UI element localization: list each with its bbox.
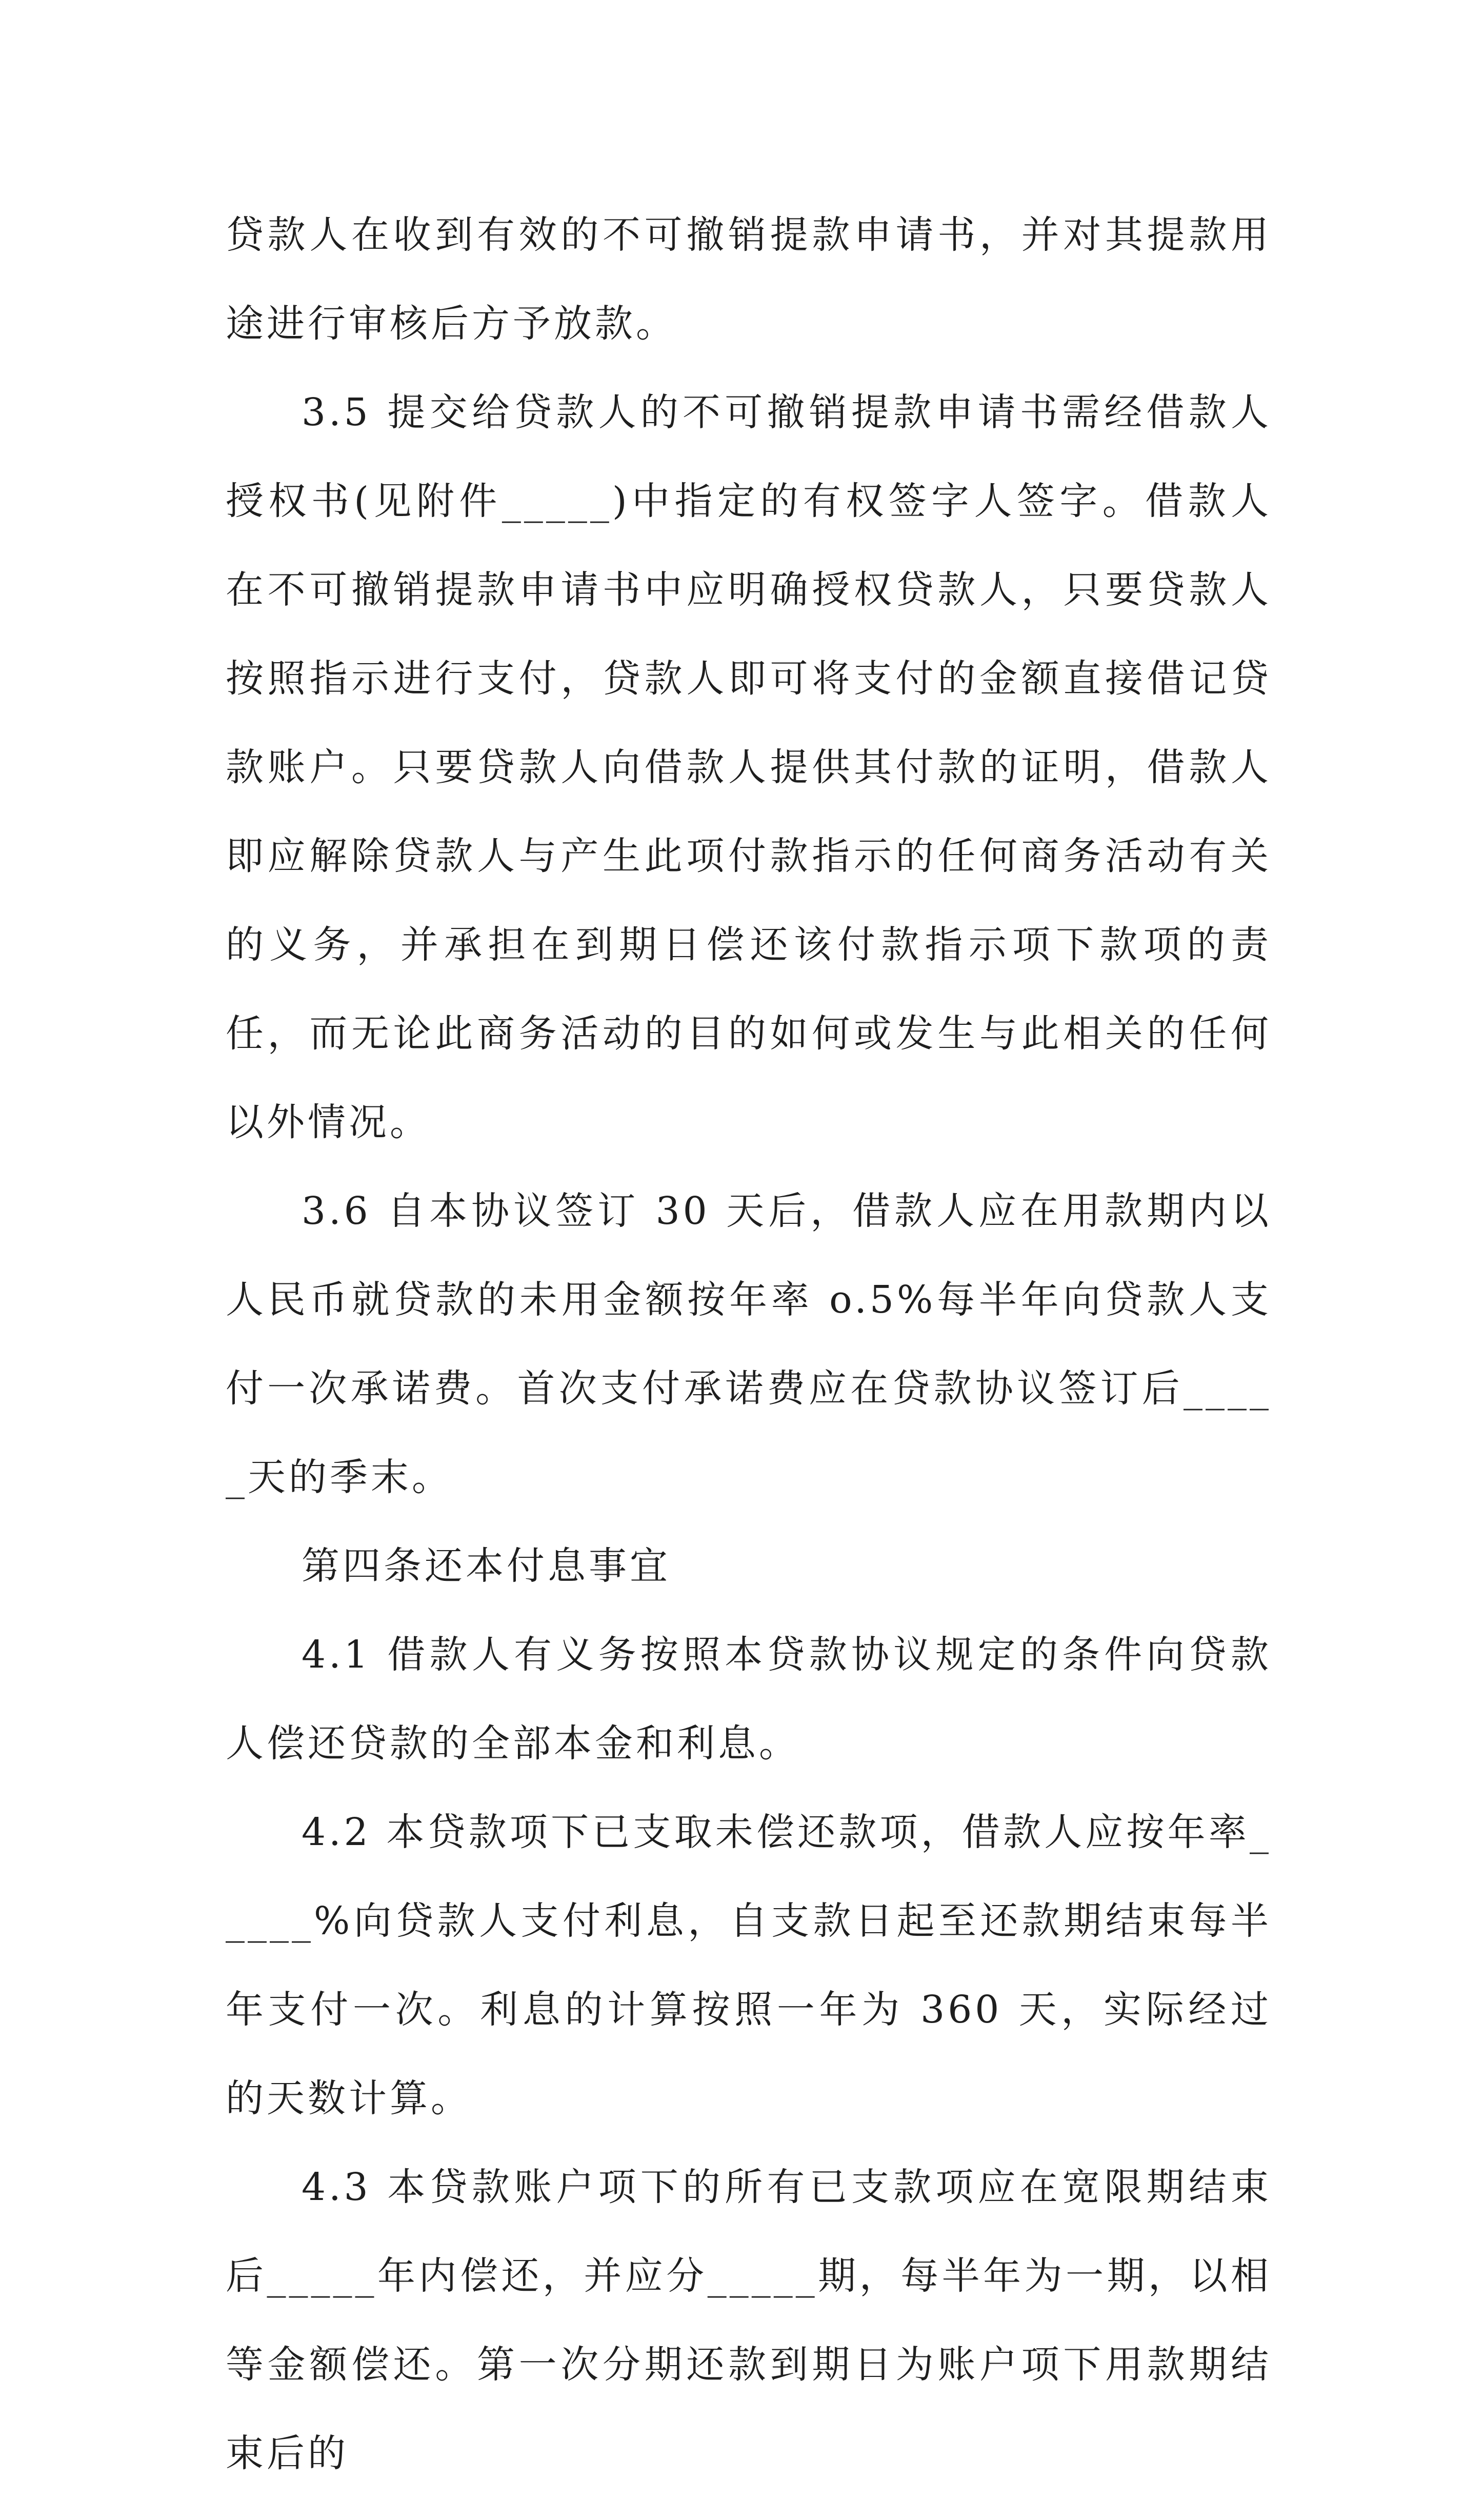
paragraph-3-4-continued: 贷款人在收到有效的不可撤销提款申请书，并对其提款用途进行审核后方予放款。 — [226, 213, 1272, 346]
section-heading-4: 第四条还本付息事宜 — [302, 1544, 671, 1588]
paragraph-3-5: 3.5 提交给贷款人的不可撤销提款申请书需经借款人授权书(见附件_____)中指定的有权签字人签字。借款人在不可撤销提款申请书中应明确授权贷款人，只要贷款人按照指示进行支付，贷款人即可将支付的金额直接借记贷款账户。只要贷款人向借款人提供其付款的证明，借款人即应解除贷款人与产生此项付款指示的任何商务活动有关的义务，并承担在到期日偿还该付款指示项下款项的责任，而无论此商务活动的目的如何或发生与此相关的任何以外情况。 — [226, 390, 1272, 1144]
paragraph-4-2: 4.2 本贷款项下已支取未偿还款项，借款人应按年率_____%向贷款人支付利息，自支款日起至还款期结束每半年支付一次。利息的计算按照一年为 360 天，实际经过的天数计算。 — [226, 1810, 1272, 2120]
document-body — [226, 191, 1272, 2498]
paragraph-3-6: 3.6 自本协议签订 30 天后，借款人应在用款期内以人民币就贷款的未用金额按年率 o.5%每半年向贷款人支付一次承诺费。首次支付承诺费应在贷款协议签订后_____天的季末。 — [226, 1189, 1272, 1499]
paragraph-4-3: 4.3 本贷款账户项下的所有已支款项应在宽限期结束后_____年内偿还，并应分_____期，每半年为一期，以相等金额偿还。第一次分期还款到期日为账户项下用款期结束后的 — [226, 2165, 1272, 2475]
paragraph-4-1: 4.1 借款人有义务按照本贷款协议规定的条件向贷款人偿还贷款的全部本金和利息。 — [226, 1633, 1272, 1766]
